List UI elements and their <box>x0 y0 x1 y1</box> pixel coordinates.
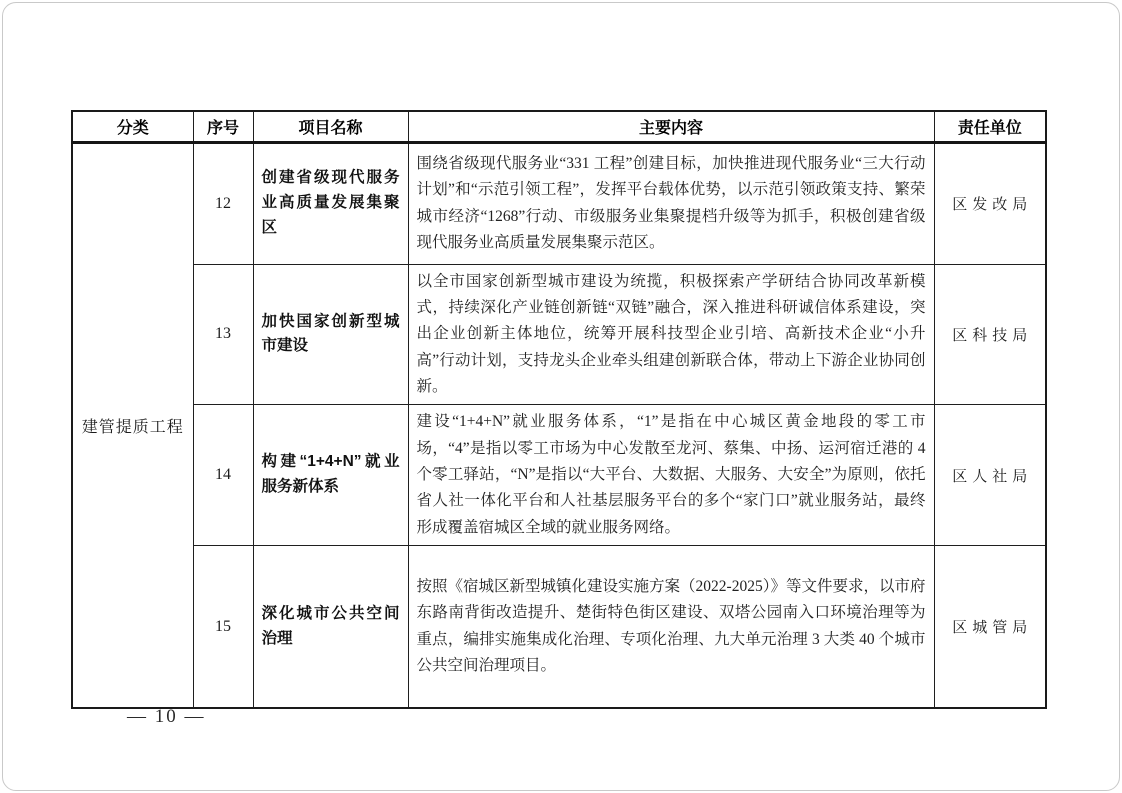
responsible-unit-cell: 区城管局 <box>934 545 1046 708</box>
project-name-cell: 创建省级现代服务业高质量发展集聚区 <box>253 142 408 264</box>
table-row <box>72 405 1046 546</box>
main-content-cell: 建设“1+4+N”就业服务体系，“1”是指在中心城区黄金地段的零工市场，“4”是指以零工市场为中心发散至龙河、蔡集、中扬、运河宿迁港的 4 个零工驿站，“N”是指以“大平台、大数据、大服务、大安全”为原则，依托省人社一体化平台和人社基层服务平台的多个“家门口”就业服务站，最终形成覆盖宿城区全域的就业服务网络。 <box>408 405 934 546</box>
col-header-name: 项目名称 <box>253 111 408 142</box>
col-header-no: 序号 <box>193 111 253 142</box>
category-cell: 建管提质工程 <box>72 142 193 708</box>
col-header-category: 分类 <box>72 111 193 142</box>
row-number-cell: 12 <box>193 142 253 264</box>
main-content-cell: 按照《宿城区新型城镇化建设实施方案（2022-2025）》等文件要求，以市府东路南背街改造提升、楚街特色街区建设、双塔公园南入口环境治理等为重点，编排实施集成化治理、专项化治理、九大单元治理 3 大类 40 个城市公共空间治理项目。 <box>408 545 934 708</box>
row-number-cell: 13 <box>193 264 253 405</box>
row-number-cell: 14 <box>193 405 253 546</box>
col-header-unit: 责任单位 <box>934 111 1046 142</box>
projects-table <box>71 110 1047 709</box>
main-content-cell: 以全市国家创新型城市建设为统揽，积极探索产学研结合协同改革新模式，持续深化产业链创新链“双链”融合，深入推进科研诚信体系建设，突出企业创新主体地位，统筹开展科技型企业引培、高新技术企业“小升高”行动计划，支持龙头企业牵头组建创新联合体，带动上下游企业协同创新。 <box>408 264 934 405</box>
responsible-unit-cell: 区人社局 <box>934 405 1046 546</box>
project-name-cell: 加快国家创新型城市建设 <box>253 264 408 405</box>
responsible-unit-cell: 区发改局 <box>934 142 1046 264</box>
table-row <box>72 545 1046 708</box>
col-header-content: 主要内容 <box>408 111 934 142</box>
page-number: — 10 — <box>127 706 206 727</box>
main-content-cell: 围绕省级现代服务业“331 工程”创建目标，加快推进现代服务业“三大行动计划”和“示范引领工程”，发挥平台载体优势，以示范引领政策支持、繁荣城市经济“1268”行动、市级服务业集聚提档升级等为抓手，积极创建省级现代服务业高质量发展集聚示范区。 <box>408 142 934 264</box>
project-name-cell: 深化城市公共空间治理 <box>253 545 408 708</box>
table-header-row <box>72 111 1046 142</box>
table-row <box>72 142 1046 264</box>
responsible-unit-cell: 区科技局 <box>934 264 1046 405</box>
projects-table-container <box>71 110 1047 709</box>
project-name-cell: 构建“1+4+N”就业服务新体系 <box>253 405 408 546</box>
row-number-cell: 15 <box>193 545 253 708</box>
table-row <box>72 264 1046 405</box>
